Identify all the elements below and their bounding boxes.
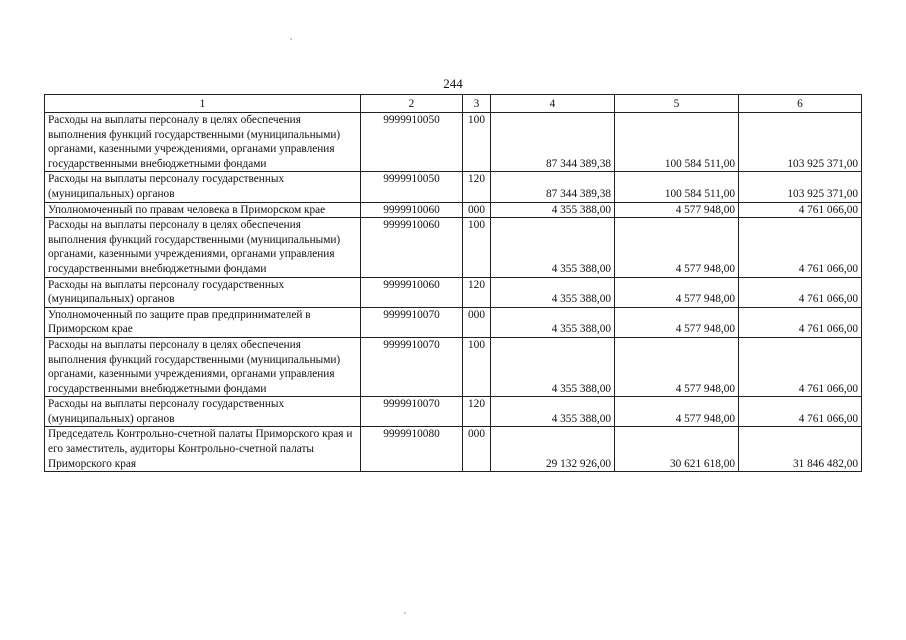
amount-col6-cell: 4 761 066,00 [739,202,862,218]
expense-type-cell: 120 [463,277,491,307]
target-article-code-cell: 9999910080 [361,427,463,472]
amount-col5-cell: 4 577 948,00 [615,218,739,277]
amount-col6-cell: 4 761 066,00 [739,337,862,396]
column-header-4: 4 [491,95,615,113]
column-number-row [45,95,862,113]
amount-col4-cell: 87 344 389,38 [491,172,615,202]
target-article-code-cell: 9999910060 [361,202,463,218]
column-header-1: 1 [45,95,361,113]
amount-col5-cell: 100 584 511,00 [615,113,739,172]
table-row [45,427,862,472]
amount-col5-cell: 4 577 948,00 [615,337,739,396]
table-row [45,202,862,218]
table-row [45,397,862,427]
scan-speck [404,612,406,614]
amount-col5-cell: 100 584 511,00 [615,172,739,202]
amount-col6-cell: 4 761 066,00 [739,218,862,277]
amount-col4-cell: 4 355 388,00 [491,218,615,277]
amount-col4-cell: 4 355 388,00 [491,277,615,307]
target-article-code-cell: 9999910070 [361,307,463,337]
amount-col4-cell: 4 355 388,00 [491,337,615,396]
table-row [45,172,862,202]
page-number: 244 [443,76,463,91]
expense-name-cell: Расходы на выплаты персоналу в целях обеспечения выполнения функций государственными (муниципальными) органами, казенными учреждениями, органами управления государственными внебюджетными фондами [45,337,361,396]
amount-col4-cell: 4 355 388,00 [491,397,615,427]
target-article-code-cell: 9999910070 [361,397,463,427]
expense-name-cell: Расходы на выплаты персоналу государственных (муниципальных) органов [45,172,361,202]
expense-type-cell: 100 [463,337,491,396]
amount-col6-cell: 4 761 066,00 [739,397,862,427]
amount-col6-cell: 4 761 066,00 [739,307,862,337]
amount-col5-cell: 4 577 948,00 [615,307,739,337]
expense-name-cell: Председатель Контрольно-счетной палаты Приморского края и его заместитель, аудиторы Контрольно-счетной палаты Приморского края [45,427,361,472]
column-header-5: 5 [615,95,739,113]
expense-type-cell: 000 [463,307,491,337]
target-article-code-cell: 9999910060 [361,277,463,307]
target-article-code-cell: 9999910050 [361,172,463,202]
amount-col6-cell: 4 761 066,00 [739,277,862,307]
budget-table-body [45,95,862,472]
target-article-code-cell: 9999910050 [361,113,463,172]
table-row [45,218,862,277]
expense-name-cell: Уполномоченный по защите прав предпринимателей в Приморском крае [45,307,361,337]
amount-col4-cell: 29 132 926,00 [491,427,615,472]
amount-col6-cell: 31 846 482,00 [739,427,862,472]
amount-col4-cell: 87 344 389,38 [491,113,615,172]
table-row [45,307,862,337]
expense-name-cell: Расходы на выплаты персоналу в целях обеспечения выполнения функций государственными (муниципальными) органами, казенными учреждениями, органами управления государственными внебюджетными фондами [45,113,361,172]
expense-type-cell: 000 [463,202,491,218]
amount-col4-cell: 4 355 388,00 [491,202,615,218]
amount-col5-cell: 30 621 618,00 [615,427,739,472]
expense-type-cell: 120 [463,172,491,202]
expense-name-cell: Расходы на выплаты персоналу в целях обеспечения выполнения функций государственными (муниципальными) органами, казенными учреждениями, органами управления государственными внебюджетными фондами [45,218,361,277]
budget-table [44,94,862,472]
amount-col6-cell: 103 925 371,00 [739,172,862,202]
table-row [45,113,862,172]
target-article-code-cell: 9999910070 [361,337,463,396]
amount-col5-cell: 4 577 948,00 [615,202,739,218]
expense-name-cell: Расходы на выплаты персоналу государственных (муниципальных) органов [45,277,361,307]
amount-col5-cell: 4 577 948,00 [615,277,739,307]
expense-name-cell: Уполномоченный по правам человека в Приморском крае [45,202,361,218]
expense-type-cell: 000 [463,427,491,472]
expense-type-cell: 100 [463,218,491,277]
table-row [45,337,862,396]
amount-col5-cell: 4 577 948,00 [615,397,739,427]
column-header-2: 2 [361,95,463,113]
target-article-code-cell: 9999910060 [361,218,463,277]
column-header-6: 6 [739,95,862,113]
expense-name-cell: Расходы на выплаты персоналу государственных (муниципальных) органов [45,397,361,427]
expense-type-cell: 100 [463,113,491,172]
amount-col6-cell: 103 925 371,00 [739,113,862,172]
scan-speck [290,38,292,40]
expense-type-cell: 120 [463,397,491,427]
column-header-3: 3 [463,95,491,113]
table-row [45,277,862,307]
amount-col4-cell: 4 355 388,00 [491,307,615,337]
